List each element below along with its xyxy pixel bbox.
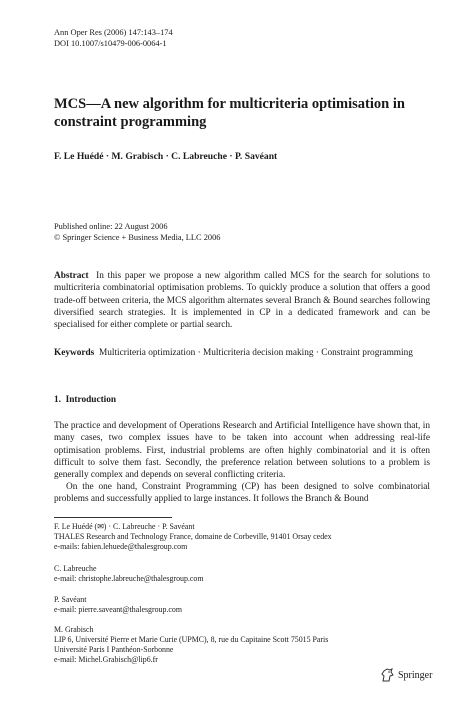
keywords-text: Multicriteria optimization · Multicriteria decision making · Constraint programming	[98, 348, 413, 358]
affiliation-email: e-mail: christophe.labreuche@thalesgroup.com	[54, 574, 204, 583]
keywords-heading: Keywords	[54, 348, 95, 358]
affiliation-address: THALES Research and Technology France, domaine de Corbeville, 91401 Orsay cedex	[54, 532, 332, 541]
published-date: Published online: 22 August 2006	[54, 222, 168, 231]
journal-citation: Ann Oper Res (2006) 147:143–174	[54, 28, 173, 37]
affiliation-email: e-mails: fabien.lehuede@thalesgroup.com	[54, 542, 188, 551]
abstract	[54, 270, 430, 331]
intro-paragraph-1: The practice and development of Operations Research and Artificial Intelligence have shown that, in many cases, two complex issues have to be taken into account when addressing real-life optimisation problems. First, industrial problems are often highly combinatorial and it is often difficult to solve them fast. Secondly, the preference relation between solutions to a problem is generally complex and depends on several conflicting criteria.	[54, 421, 430, 481]
springer-horse-icon	[381, 668, 394, 682]
section-heading-introduction: 1. Introduction	[54, 395, 117, 405]
paper-title: MCS—A new algorithm for multicriteria optimisation in constraint programming	[54, 96, 405, 130]
keywords	[54, 347, 430, 359]
affiliation-block-3	[54, 595, 182, 615]
publisher-logo	[381, 668, 432, 682]
affiliation-author: M. Grabisch	[54, 625, 94, 634]
affiliation-author: C. Labreuche	[54, 564, 97, 573]
affiliation-author: P. Savéant	[54, 595, 87, 604]
affiliation-email: e-mail: pierre.saveant@thalesgroup.com	[54, 605, 182, 614]
affiliation-address: LIP 6, Université Pierre et Marie Curie (UPMC), 8, rue du Capitaine Scott 75015 Paris	[54, 635, 329, 644]
abstract-heading: Abstract	[54, 271, 89, 281]
copyright: © Springer Science + Business Media, LLC 2006	[54, 233, 221, 242]
affiliation-block-4	[54, 625, 328, 665]
affiliation-authors: F. Le Huédé (✉) · C. Labreuche · P. Savéant	[54, 522, 195, 531]
author-list: F. Le Huédé · M. Grabisch · C. Labreuche · P. Savéant	[54, 151, 278, 162]
publisher-name: Springer	[398, 669, 433, 681]
affiliation-block-2	[54, 564, 203, 584]
affiliation-university: Université Paris I Panthéon-Sorbonne	[54, 645, 174, 654]
footnote-separator	[54, 517, 172, 518]
doi: DOI 10.1007/s10479-006-0064-1	[54, 39, 167, 48]
abstract-text: In this paper we propose a new algorithm called MCS for the search for solutions to multicriteria combinatorial optimisation problems. To quickly produce a solution that offers a good trade-off between criteria, the MCS algorithm alternates several Branch & Bound searches following diversified search strategies. It is implemented in CP in a dedicated framework and can be specialised for either complete or partial search.	[54, 271, 430, 331]
intro-paragraph-2: On the one hand, Constraint Programming (CP) has been designed to solve combinatorial problems and successfully applied to large instances. It follows the Branch & Bound	[54, 482, 430, 505]
affiliation-email: e-mail: Michel.Grabisch@lip6.fr	[54, 655, 158, 664]
affiliation-block-1	[54, 522, 332, 552]
